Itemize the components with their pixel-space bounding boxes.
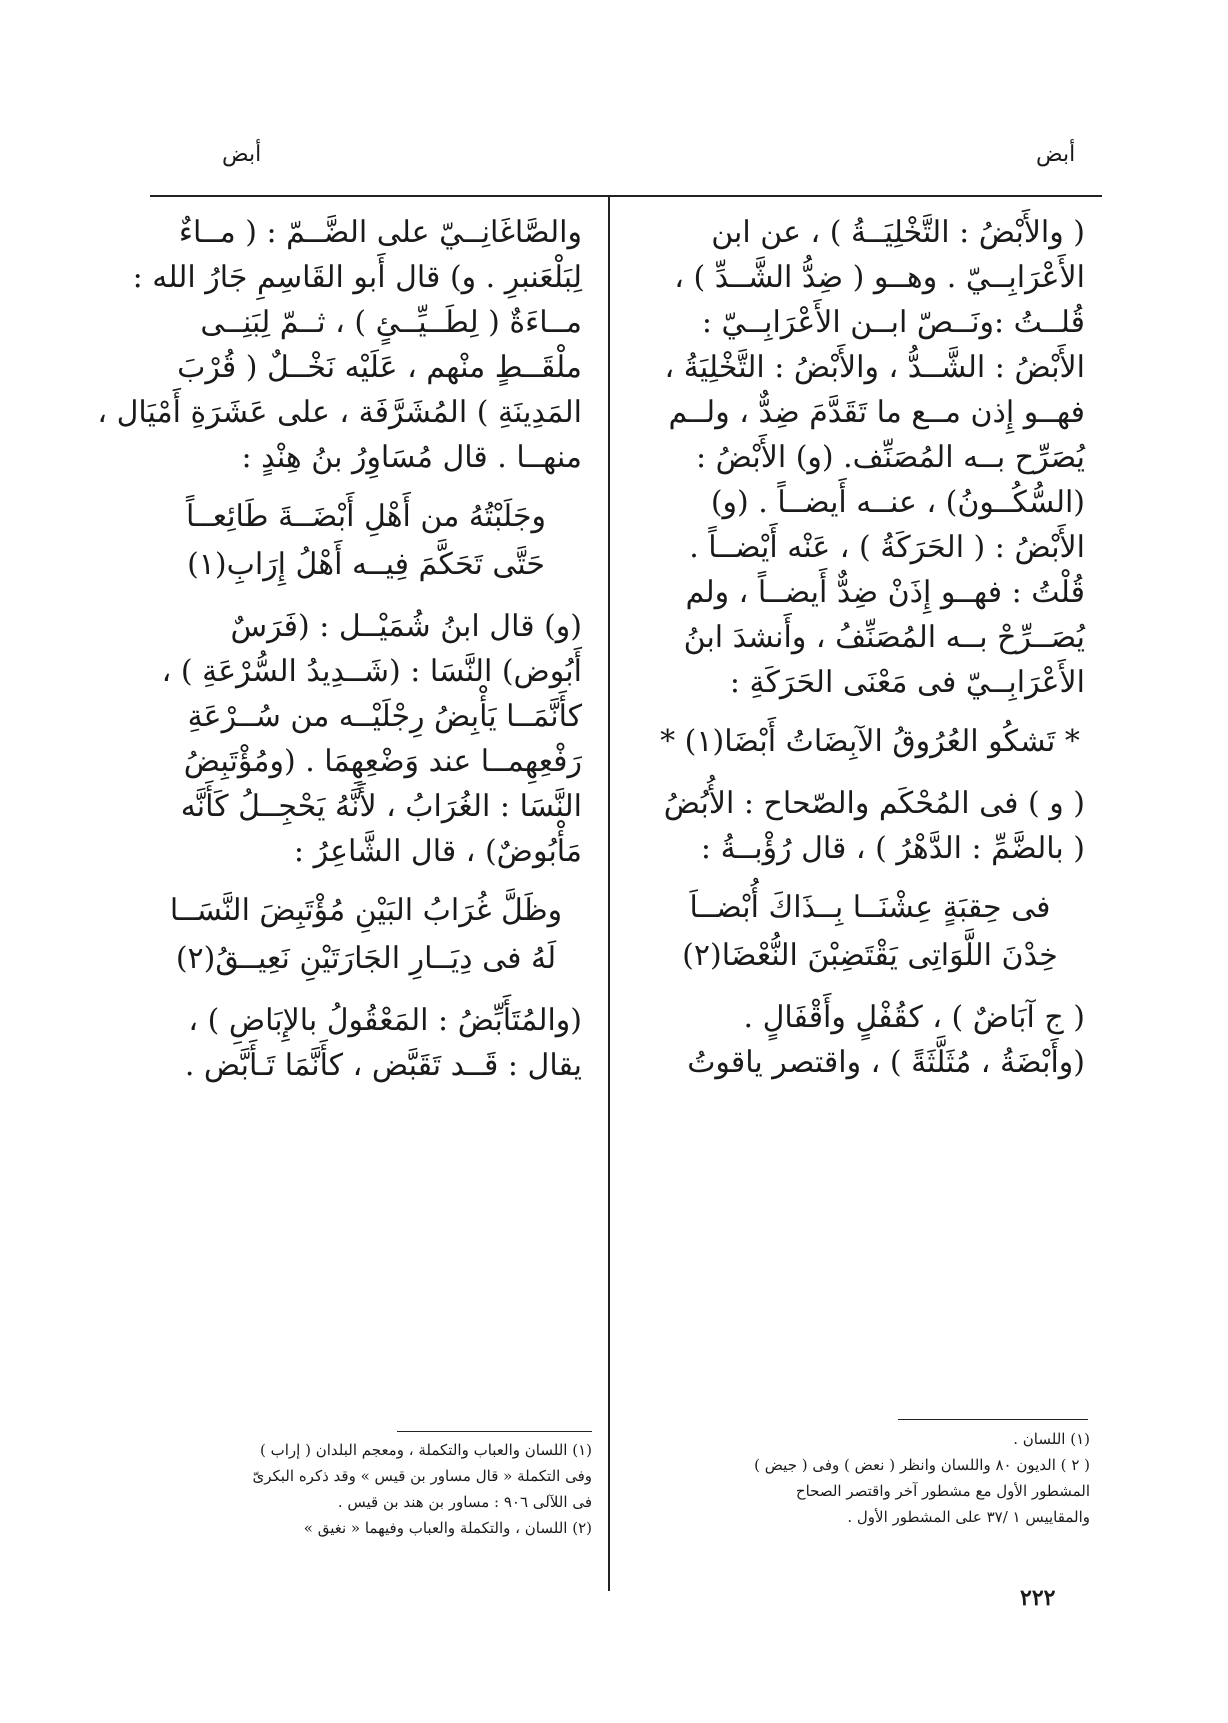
verse-line: فى حِقبَةٍ عِشْنَــا بِــذَاكَ أُبْضــاَ (689, 890, 1051, 925)
right-column (655, 212, 1085, 1087)
text-line: ( و ) فى المُحْكَم والصّحاح : الأُبُضُ (663, 786, 1085, 821)
text-line: لِبَلْعَنبرِ . و) قال أَبو القَاسِمِ جَارُ الله : (132, 260, 582, 295)
column-divider (608, 196, 610, 1591)
footnote: المشطور الأول مع مشطور آخر واقتصر الصحاح (795, 1482, 1090, 1500)
footnote-rule-right (898, 1419, 1088, 1420)
text-line: (السُّكُــونُ) ، عنــه أَيضــاً . (و) (710, 485, 1085, 520)
footnotes-right (690, 1426, 1090, 1530)
text-line: رَفْعِهِمــا عند وَضْعِهِمَا . (ومُؤْتَبِضُ (183, 744, 582, 779)
text-line: ( بالضَّمِّ : الدَّهْرُ ) ، قال رُؤْبــةُ : (700, 831, 1085, 866)
text-line: يُصَرِّح بــه المُصَنِّف. (و) الأَبْضُ : (695, 440, 1085, 475)
footnote: (١) اللسان . (1013, 1430, 1090, 1448)
text-line: الأَبْضُ : ( الحَرَكَةُ ) ، عَنْه أَيْضــاً . (689, 530, 1085, 565)
text-line: مــاءَةٌ ( لِطَــيِّــئٍ ) ، ثــمّ لِبَنِــى (200, 305, 582, 340)
verse-line: * تَشكُو العُرُوقُ الآبِضَاتُ أَبْضَا(١) * (660, 724, 1080, 759)
text-line: مَأْبُوضٌ) ، قال الشَّاعِرُ : (293, 834, 582, 869)
text-line: منهــا . قال مُسَاوِرُ بنُ هِنْدٍ : (241, 440, 582, 475)
text-line: ملْقَــطٍ منْهم ، عَلَيْه نَخْــلٌ ( قُرْبَ (177, 350, 582, 385)
footnotes-left (160, 1437, 592, 1541)
text-line: ( والأَبْضُ : التَّخْلِيَــةُ ) ، عن ابن (711, 215, 1085, 250)
page-number: ٢٢٢ (1020, 1585, 1056, 1611)
text-line: (و) قال ابنُ شُمَيْــل : (فَرَسٌ (230, 609, 582, 644)
footnote: والمقاييس ١ /٣٧ على المشطور الأول . (847, 1508, 1090, 1526)
verse-line: حَتَّى تَحَكَّمَ فِيــه أَهْلُ إِرَابِ(١) (187, 547, 545, 582)
footnote: (٢) اللسان ، والتكملة والعباب وفيهما « نغيق » (303, 1519, 592, 1537)
header-right-word: أبض (1036, 142, 1076, 167)
footnote: ( ٢ ) الديون ٨٠ واللسان وانظر ( نعض ) وفى ( جيض ) (754, 1456, 1090, 1474)
text-line: فهــو إِذن مــع ما تَقَدَّمَ ضِدٌّ ، ولــم (668, 395, 1085, 430)
text-line: المَدِينَةِ ) المُشَرَّفَة ، على عَشَرَةِ أَمْيَال ، (97, 395, 582, 430)
text-line: يُصَــرِّحْ بــه المُصَنِّفُ ، وأَنشدَ ابنُ (683, 620, 1085, 655)
text-line: والصَّاغَانِــيّ على الضَّــمّ : ( مــاءٌ (178, 215, 582, 250)
text-line: الأَبْضُ : الشَّــدُّ ، والأَبْضُ : التَّخْلِيَةُ ، (664, 350, 1085, 385)
verse-line: لَهُ فى دِيَــارِ الجَارَتَيْنِ نَعِيــقُ(٢) (175, 941, 557, 976)
text-line: قُلــتُ :ونَــصّ ابــن الأَعْرَابِــيّ : (701, 305, 1085, 340)
text-line: كأَنَّمَــا يَأْبِضُ رِجْلَيْــه من سُــرْعَةِ (187, 699, 582, 734)
verse-line: وجَلَبْتُهُ من أَهْلِ أَبْضَــةَ طَائِعــاً (186, 499, 546, 534)
text-line: (والمُتَأَبِّضُ : المَعْقُولُ بالإِبَاضِ ) ، (188, 1003, 582, 1038)
verse-line: خِدْنَ اللَّوَاتِى يَقْتَضِبْنَ النُّعْضَا(٢) (682, 938, 1058, 973)
text-line: الأَعْرَابِــيّ فى مَعْنَى الحَرَكَةِ : (729, 665, 1085, 700)
text-line: قُلْتُ : فهــو إِذَنْ ضِدٌّ أَيضــاً ، ولم (685, 575, 1085, 610)
verse-line: وظَلَّ غُرَابُ البَيْنِ مُؤْتَبِضَ النَّسَــا (169, 893, 563, 928)
text-line: النَّسَا : الغُرَابُ ، لأَنَّهُ يَحْجِــلُ كَأَنَّه (180, 789, 582, 824)
text-line: (وأَبْضَةُ ، مُثَلَّثَةً ) ، واقتصر ياقوتُ (687, 1045, 1085, 1080)
footnote-rule-left (397, 1431, 592, 1432)
footnote: وفى التكملة « قال مساور بن قيس » وقد ذكره البكرىّ (252, 1467, 592, 1485)
text-line: الأَعْرَابِــيّ . وهــو ( ضِدُّ الشَّــدِّ ) ، (674, 260, 1085, 295)
footnote: فى اللآلى ٩٠٦ : مساور بن هند بن قيس . (337, 1493, 592, 1511)
header-left-word: أبض (222, 142, 262, 167)
left-column (97, 212, 582, 1090)
header-rule (150, 195, 1102, 197)
footnote: (١) اللسان والعباب والتكملة ، ومعجم البلدان ( إراب ) (260, 1441, 592, 1459)
text-line: ( ج آبَاضٌ ) ، كقُفْلٍ وأَقْفَالٍ . (743, 1000, 1085, 1035)
text-line: أَبُوض) النَّسَا : (شَــدِيدُ السُّرْعَةِ ) ، (161, 654, 582, 689)
text-line: يقال : قَــد تَقَبَّض ، كأَنَّمَا تَـأَبَّض . (184, 1048, 582, 1083)
